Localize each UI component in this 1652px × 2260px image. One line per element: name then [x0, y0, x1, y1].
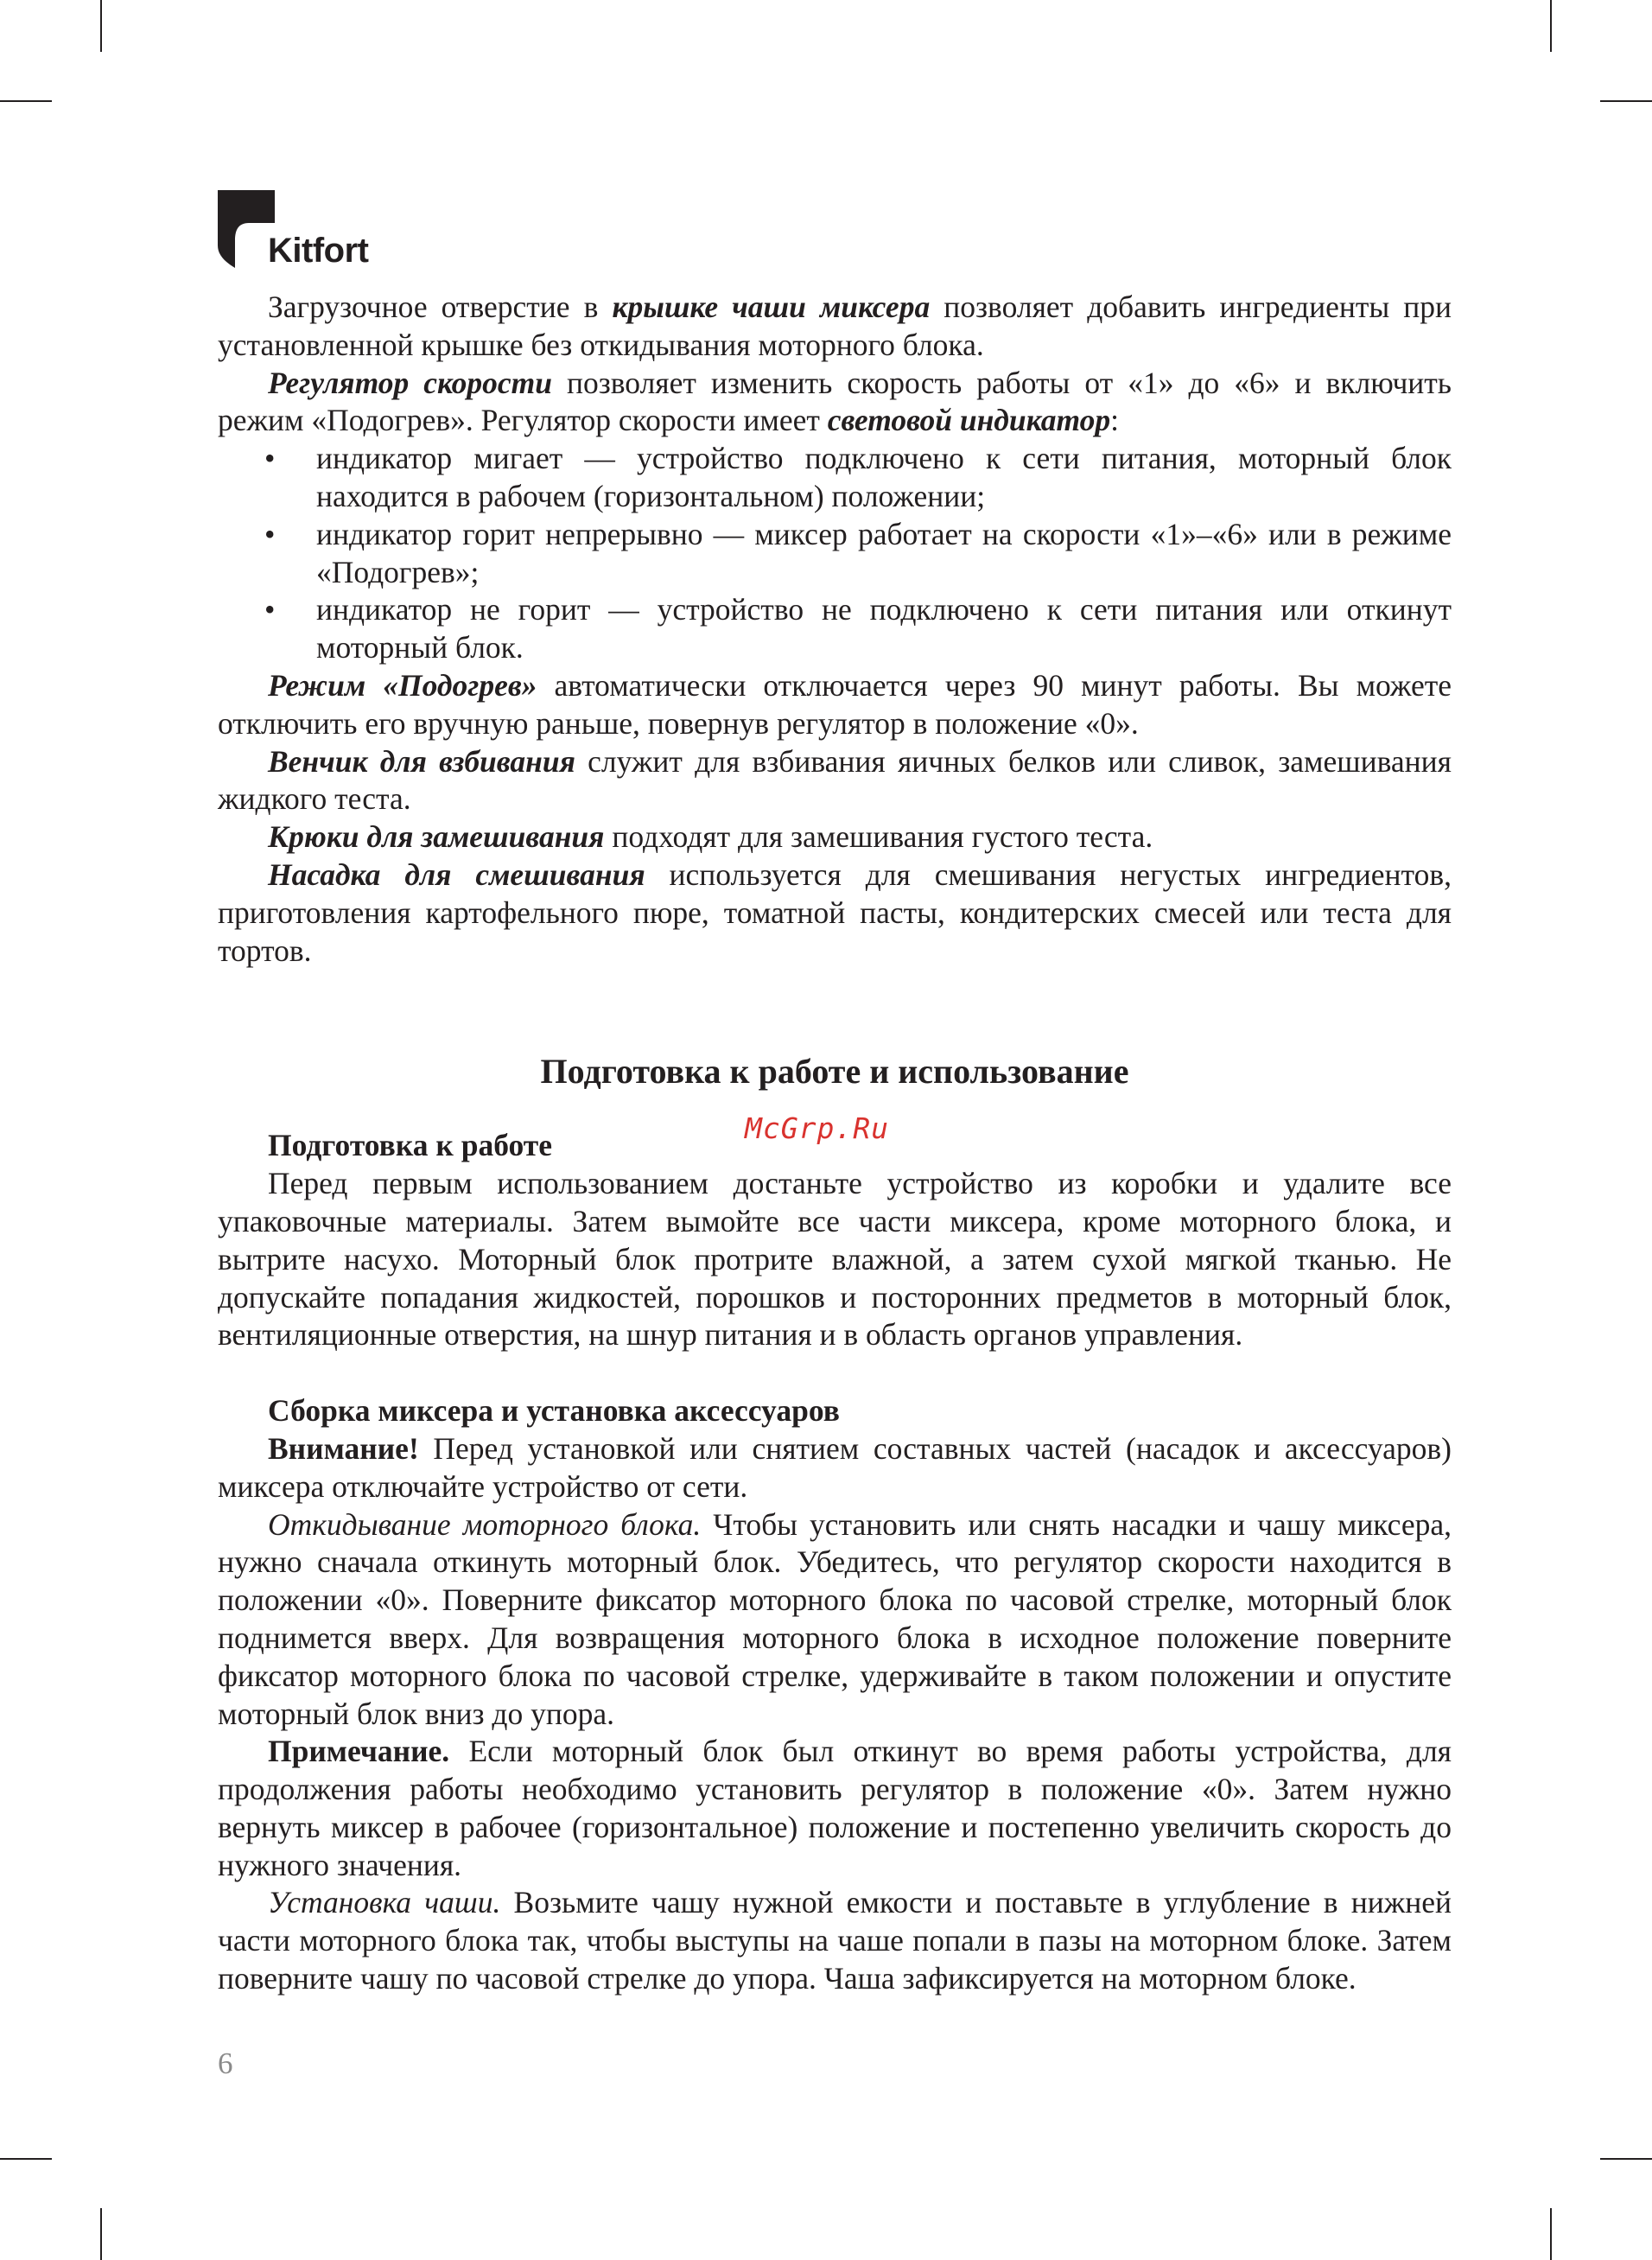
tilt-motor-label: Откидывание моторного блока.	[268, 1506, 702, 1542]
page-content	[218, 289, 1452, 1998]
list-item: • индикатор мигает — устройство подключено к сети питания, моторный блок находится в рабочем (горизонтальном) положении;	[264, 441, 1452, 513]
crop-mark	[1600, 2158, 1652, 2160]
crop-mark	[100, 2208, 102, 2260]
term-heating-mode: Режим «Подогрев»	[268, 667, 537, 703]
bullet-icon: •	[264, 441, 276, 476]
term-whisk: Венчик для взбивания	[268, 743, 575, 779]
paragraph-warning: Внимание! Перед установкой или снятием составных частей (насадок и аксессуаров) миксера отключайте устройство от сети.	[218, 1430, 1452, 1504]
warning-label: Внимание!	[268, 1430, 419, 1466]
term-light-indicator: световой индикатор	[827, 403, 1111, 438]
paragraph-preparation: Перед первым использованием достаньте устройство из коробки и удалите все упаковочные материалы. Затем вымойте все части миксера, кроме моторного блока, и вытрите насухо. Моторный блок протрите влажной, а затем сухой мягкой тканью. Не допускайте попадания жидкостей, порошков и посторонних предметов в моторный блок, вентиляционные отверстия, на шнур питания и в область органов управления.	[218, 1166, 1452, 1353]
crop-mark	[1550, 0, 1552, 52]
term-mixing-attachment: Насадка для смешивания	[268, 856, 645, 892]
kitfort-logo	[216, 188, 389, 275]
paragraph-bowl-installation: Установка чаши. Возьмите чашу нужной емкости и поставьте в углубление в нижней части моторного блока так, чтобы выступы на чаше попали в пазы на моторном блоке. Затем поверните чашу по часовой стрелке до упора. Чаша зафиксируется на моторном блоке.	[218, 1885, 1452, 1996]
paragraph-heating-mode: Режим «Подогрев» автоматически отключается через 90 минут работы. Вы можете отключить его вручную раньше, повернув регулятор в положение «0».	[218, 667, 1452, 741]
crop-mark	[1600, 100, 1652, 102]
crop-mark	[100, 0, 102, 52]
crop-mark	[0, 100, 52, 102]
term-speed-regulator: Регулятор скорости	[268, 365, 552, 400]
section-title: Подготовка к работе и использование	[540, 1052, 1129, 1092]
page-number: 6	[218, 2047, 233, 2080]
subheading-preparation: Подготовка к работе	[268, 1128, 552, 1163]
list-item: • индикатор не горит — устройство не подключено к сети питания или откинут моторный блок.	[264, 592, 1452, 665]
paragraph-bowl-lid: Загрузочное отверстие в крышке чаши миксера позволяет добавить ингредиенты при установленной крышке без откидывания моторного блока.	[218, 290, 1452, 362]
paragraph-note: Примечание. Если моторный блок был откинут во время работы устройства, для продолжения работы необходимо установить регулятор в положение «0». Затем нужно вернуть миксер в рабочее (горизонтальное) положение и постепенно увеличить скорость до нужного значения.	[218, 1734, 1452, 1882]
paragraph-mixing-attachment: Насадка для смешивания используется для смешивания негустых ингредиентов, приготовления картофельного пюре, томатной пасты, кондитерских смесей или теста для тортов.	[218, 856, 1452, 968]
paragraph-hooks: Крюки для замешивания подходят для замешивания густого теста.	[268, 819, 1153, 855]
watermark: McGrp.Ru	[745, 1111, 889, 1145]
brand-name: Kitfort	[268, 232, 369, 270]
paragraph-speed-regulator: Регулятор скорости позволяет изменить скорость работы от «1» до «6» и включить режим «Подогрев». Регулятор скорости имеет световой индикатор:	[218, 365, 1452, 438]
bullet-icon: •	[264, 592, 276, 627]
paragraph-tilt-motor: Откидывание моторного блока. Чтобы установить или снять насадки и чашу миксера, нужно сначала откинуть моторный блок. Убедитесь, что регулятор скорости находится в положении «0». Поверните фиксатор моторного блока по часовой стрелке, моторный блок поднимется вверх. Для возвращения моторного блока в исходное положение поверните фиксатор моторного блока по часовой стрелке, удерживайте в таком положении и опустите моторный блок вниз до упора.	[218, 1506, 1452, 1731]
crop-mark	[0, 2158, 52, 2160]
bullet-icon: •	[264, 516, 276, 551]
bowl-installation-label: Установка чаши.	[268, 1885, 501, 1920]
spacer	[218, 1354, 1452, 1392]
list-item: • индикатор горит непрерывно — миксер работает на скорости «1»–«6» или в режиме «Подогрев»;	[264, 516, 1452, 589]
term-hooks: Крюки для замешивания	[268, 819, 605, 855]
paragraph-whisk: Венчик для взбивания служит для взбивания яичных белков или сливок, замешивания жидкого теста.	[218, 743, 1452, 817]
term-bowl-lid: крышке чаши миксера	[612, 290, 931, 324]
indicator-list	[218, 440, 1452, 667]
subheading-assembly: Сборка миксера и установка аксессуаров	[268, 1393, 840, 1429]
crop-mark	[1550, 2208, 1552, 2260]
note-label: Примечание.	[268, 1734, 450, 1769]
